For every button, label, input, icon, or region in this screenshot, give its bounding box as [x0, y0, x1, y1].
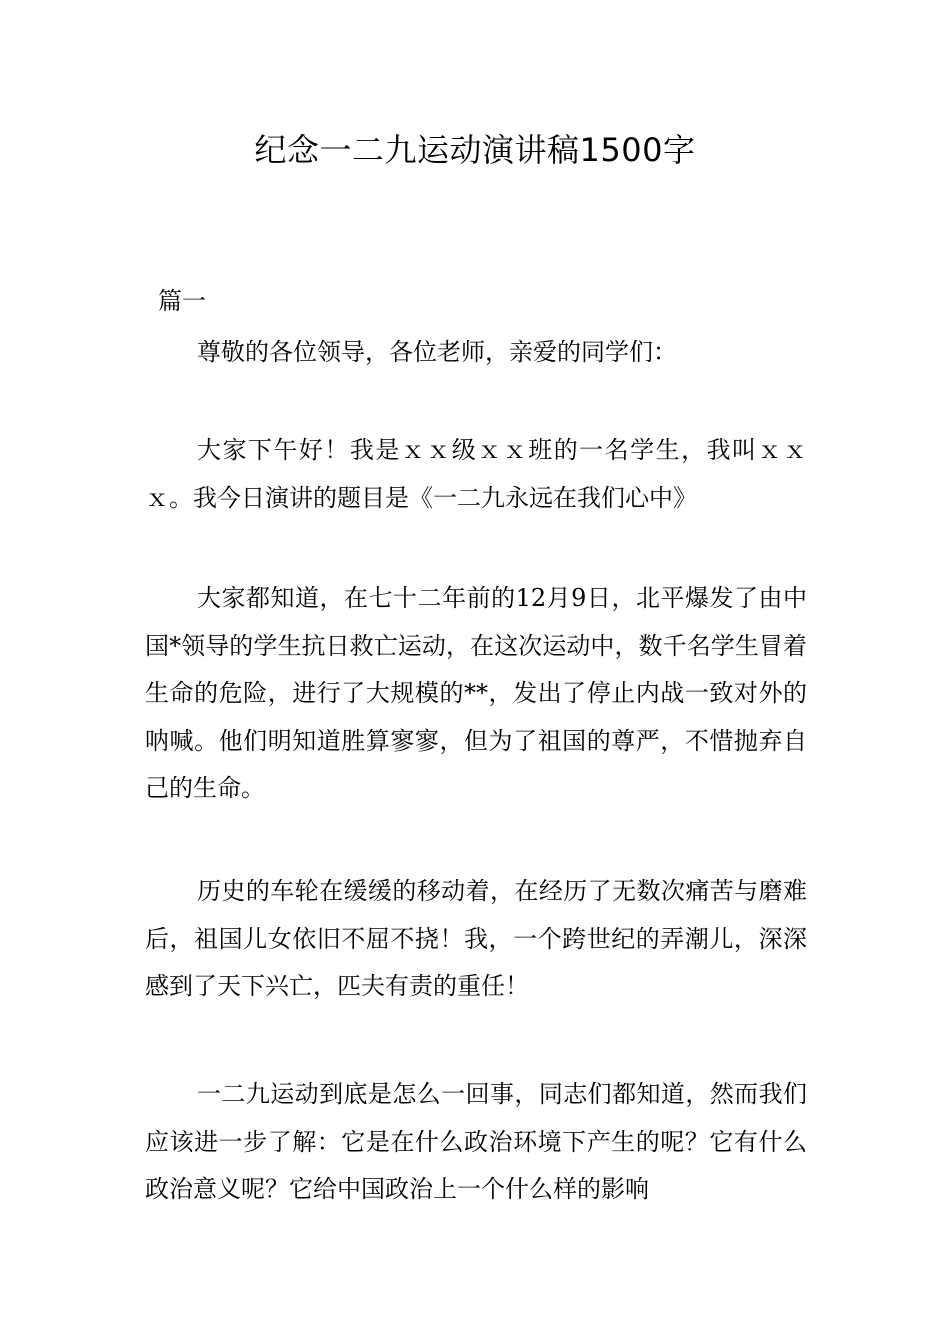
body-paragraph: 大家都知道，在七十二年前的12月9日，北平爆发了由中国*领导的学生抗日救亡运动，在这次运动中，数千名学生冒着生命的危险，进行了大规模的**，发出了停止内战一致对外的呐喊。他们明知道胜算寥寥，但为了祖国的尊严，不惜抛弃自己的生命。 [145, 584, 807, 803]
greeting-line: 尊敬的各位领导，各位老师，亲爱的同学们： [197, 338, 677, 366]
body-paragraph: 一二九运动到底是怎么一回事，同志们都知道，然而我们应该进一步了解：它是在什么政治环境下产生的呢？它有什么政治意义呢？它给中国政治上一个什么样的影响 [145, 1080, 807, 1204]
body-paragraph: 大家下午好！我是ｘｘ级ｘｘ班的一名学生，我叫ｘｘｘ。我今日演讲的题目是《一二九永远在我们心中》 [145, 436, 807, 512]
section-label: 篇一 [158, 287, 206, 315]
body-paragraph: 历史的车轮在缓缓的移动着，在经历了无数次痛苦与磨难后，祖国儿女依旧不屈不挠！我，一个跨世纪的弄潮儿，深深感到了天下兴亡，匹夫有责的重任！ [145, 877, 807, 1001]
document-title: 纪念一二九运动演讲稿1500字 [254, 131, 696, 169]
